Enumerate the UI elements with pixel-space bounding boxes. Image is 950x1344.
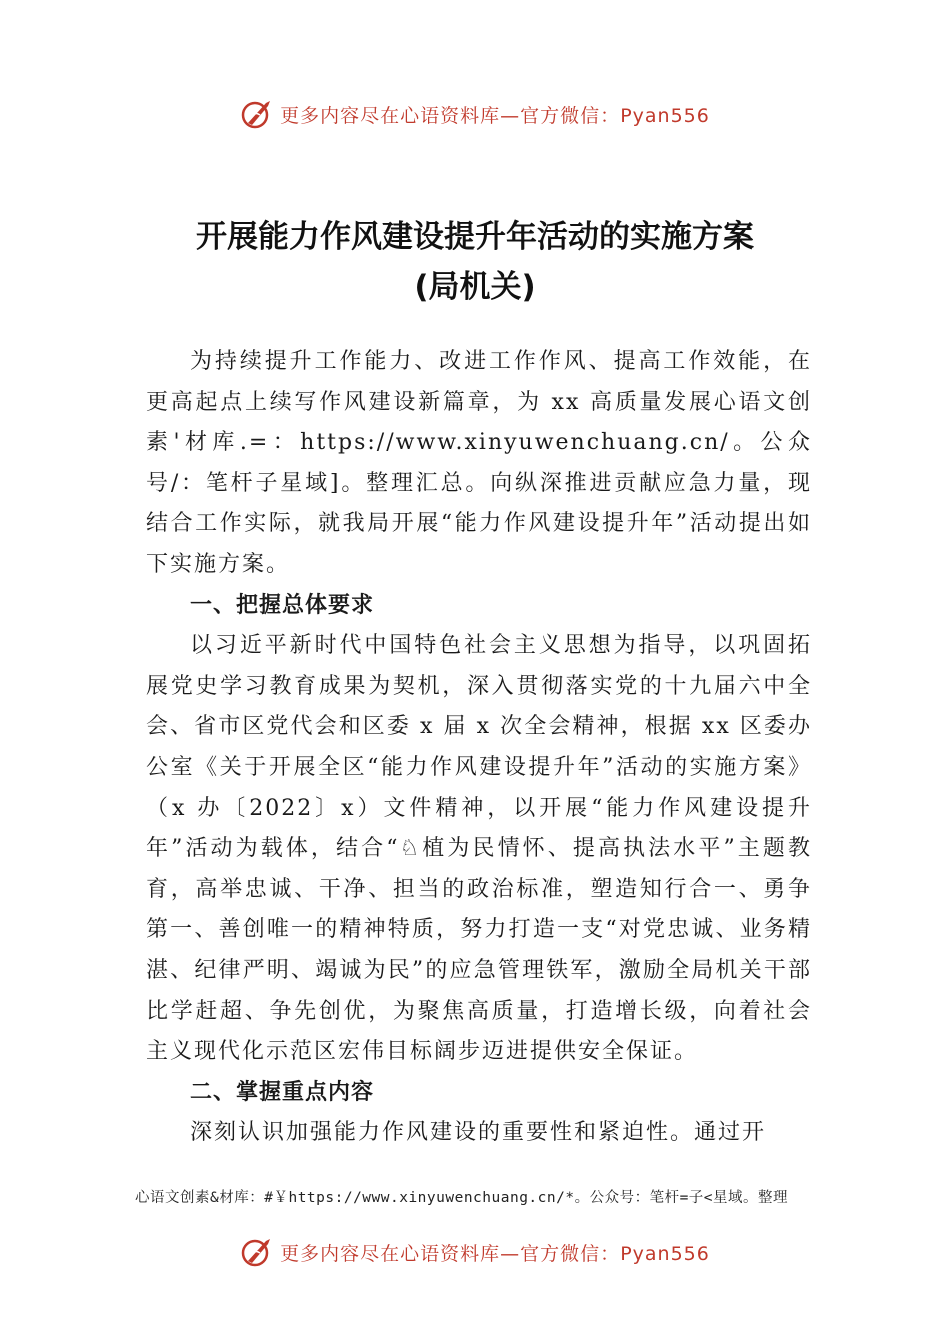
banner-separator: — — [500, 104, 521, 127]
banner-contact-id: Pyan556 — [620, 104, 710, 127]
watermark-footer-line: 心语文创素&材库：#￥https://www.xinyuwenchuang.cn/*。公众号：笔杆=子<星域。整理 — [135, 1190, 789, 1206]
section-heading-1: 一、把握总体要求 — [190, 592, 375, 618]
banner-contact-label: 官方微信： — [520, 1242, 621, 1265]
quill-pen-logo-icon — [240, 1235, 274, 1269]
section-1-paragraph: 以习近平新时代中国特色社会主义思想为指导，以巩固拓展党史学习教育成果为契机，深入贯彻落实党的十九届六中全会、省市区党代会和区委 x 届 x 次全会精神，根据 xx 区委办公室《关于开展全区“能力作风建设提升年”活动的实施方案》（x 办〔2022〕x）文件精神，以开展“能力作风建设提升年”活动为载体，结合“♘植为民情怀、提高执法水平”主题教育，高举忠诚、干净、担当的政治标准，塑造知行合一、勇争第一、善创唯一的精神特质，努力打造一支“对党忠诚、业务精湛、纪律严明、竭诚为民”的应急管理铁军，激励全局机关干部比学赶超、争先创优，为聚焦高质量，打造增长级，向着社会主义现代化示范区宏伟目标阔步迈进提供安全保证。 — [146, 633, 812, 1065]
header-banner — [0, 94, 950, 134]
intro-paragraph: 为持续提升工作能力、改进工作作风、提高工作效能，在更高起点上续写作风建设新篇章，为 xx 高质量发展心语文创素'材库.=：https://www.xinyuwenchuang.cn/。公众号/：笔杆子星域]。整理汇总。向纵深推进贡献应急力量，现结合工作实际，就我局开展“能力作风建设提升年”活动提出如下实施方案。 — [146, 349, 812, 577]
banner-text — [280, 1239, 710, 1266]
quill-pen-logo-icon — [240, 97, 274, 131]
title-line-2: (局机关) — [414, 269, 536, 305]
title-line-1: 开展能力作风建设提升年活动的实施方案 — [196, 219, 754, 255]
section-heading-2: 二、掌握重点内容 — [190, 1079, 375, 1105]
banner-brand: 更多内容尽在心语资料库 — [280, 104, 501, 127]
banner-text — [280, 101, 710, 128]
document-body — [146, 342, 812, 1154]
document-title — [0, 212, 950, 312]
banner-brand: 更多内容尽在心语资料库 — [280, 1242, 501, 1265]
banner-separator: — — [500, 1242, 521, 1265]
footer-banner — [0, 1232, 950, 1272]
banner-contact-label: 官方微信： — [520, 104, 621, 127]
section-2-paragraph: 深刻认识加强能力作风建设的重要性和紧迫性。通过开 — [190, 1120, 767, 1146]
banner-contact-id: Pyan556 — [620, 1242, 710, 1265]
